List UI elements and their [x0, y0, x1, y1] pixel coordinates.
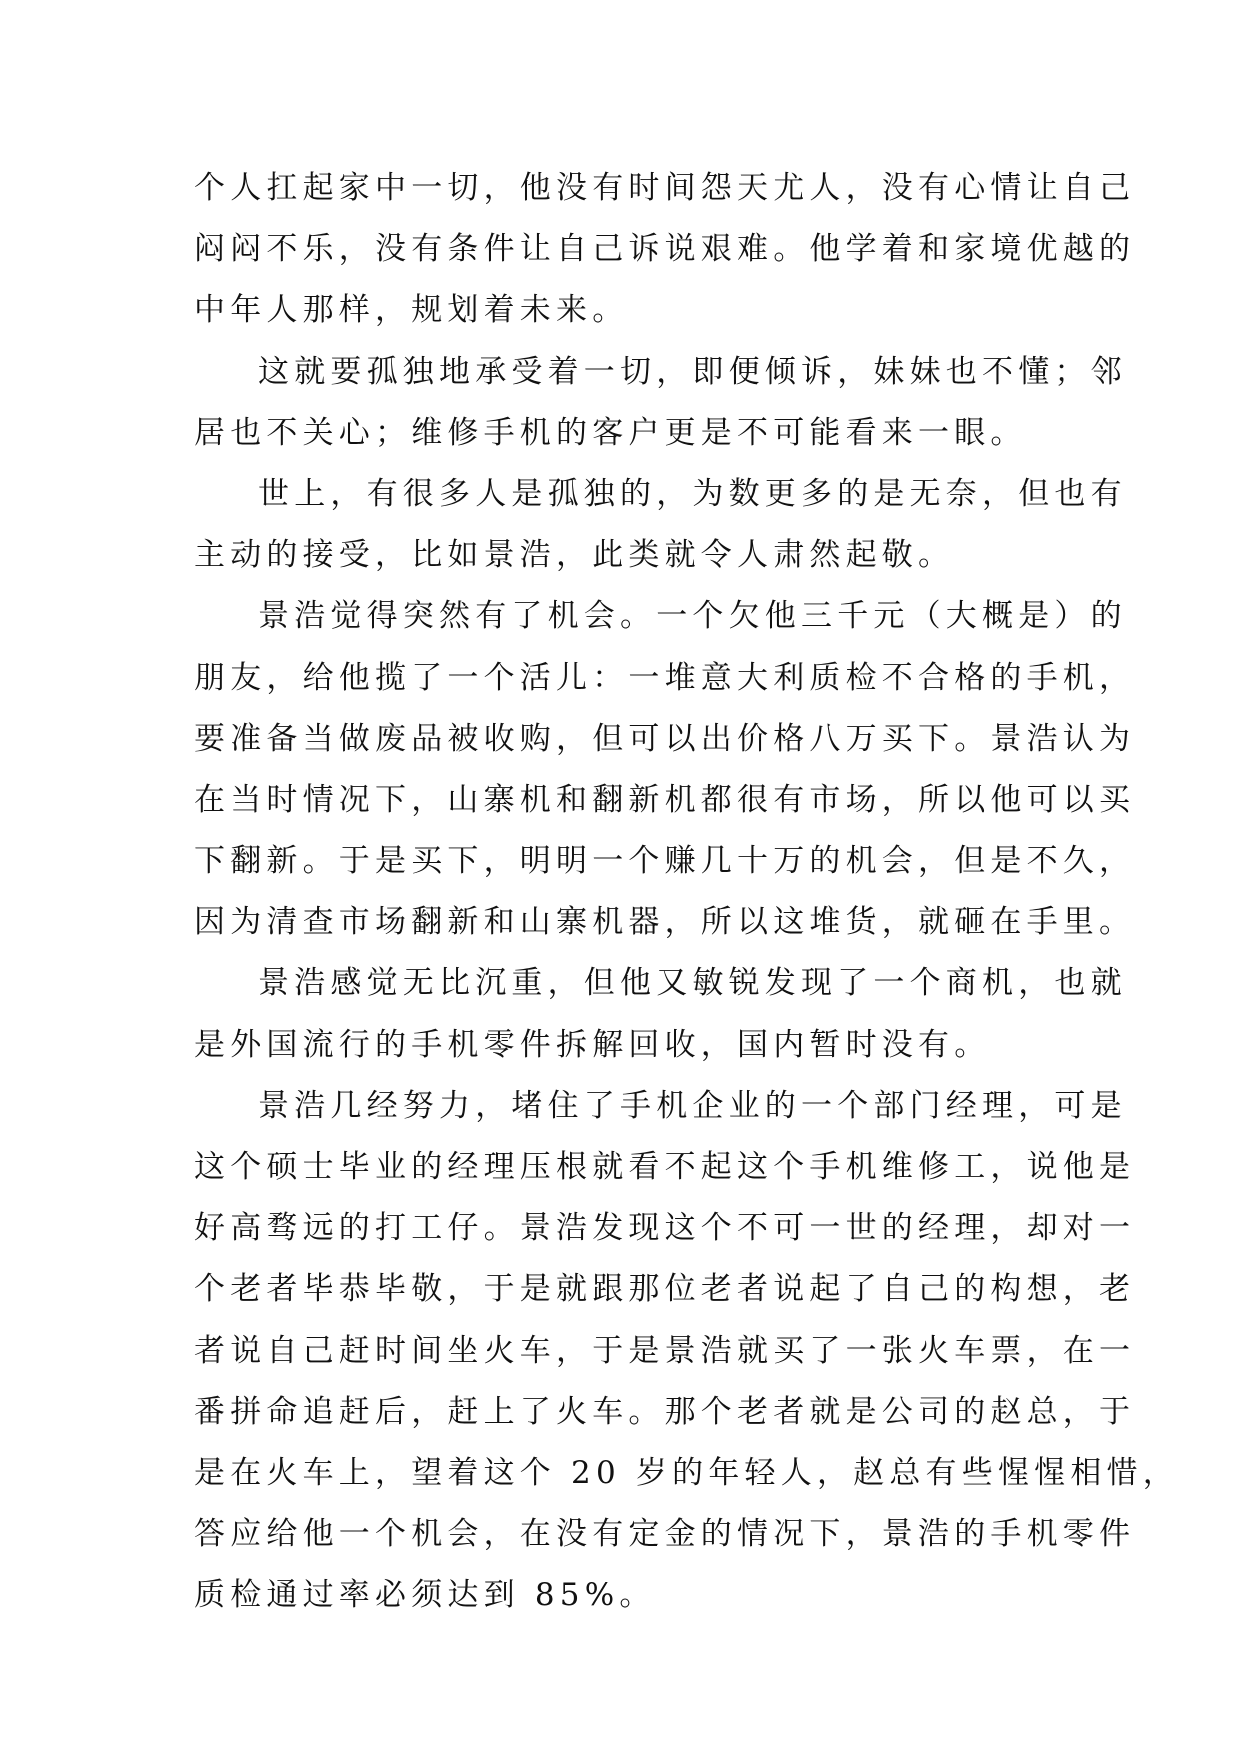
text-line: 好高骛远的打工仔。景浩发现这个不可一世的经理，却对一 [194, 1210, 1136, 1247]
text-line: 朋友，给他揽了一个活儿：一堆意大利质检不合格的手机， [194, 659, 1136, 696]
paragraph-first-line: 景浩觉得突然有了机会。一个欠他三千元（大概是）的 [258, 598, 1127, 635]
text-line: 因为清查市场翻新和山寨机器，所以这堆货，就砸在手里。 [194, 904, 1136, 941]
text-line: 个老者毕恭毕敬，于是就跟那位老者说起了自己的构想，老 [194, 1271, 1136, 1308]
text-line: 中年人那样，规划着未来。 [194, 292, 629, 329]
paragraph-first-line: 世上，有很多人是孤独的，为数更多的是无奈，但也有 [258, 475, 1127, 512]
text-line: 是在火车上，望着这个 20 岁的年轻人，赵总有些惺惺相惜， [194, 1454, 1179, 1491]
body-text [194, 158, 1179, 1627]
text-line: 在当时情况下，山寨机和翻新机都很有市场，所以他可以买 [194, 781, 1136, 818]
text-line: 质检通过率必须达到 85%。 [194, 1577, 656, 1614]
text-line: 是外国流行的手机零件拆解回收，国内暂时没有。 [194, 1026, 991, 1063]
text-line: 闷闷不乐，没有条件让自己诉说艰难。他学着和家境优越的 [194, 231, 1136, 268]
paragraph-first-line: 这就要孤独地承受着一切，即便倾诉，妹妹也不懂；邻 [258, 353, 1127, 390]
text-line: 居也不关心；维修手机的客户更是不可能看来一眼。 [194, 414, 1027, 451]
paragraph-first-line: 景浩感觉无比沉重，但他又敏锐发现了一个商机，也就 [258, 965, 1127, 1002]
text-line: 番拼命追赶后，赶上了火车。那个老者就是公司的赵总，于 [194, 1393, 1136, 1430]
text-line: 这个硕士毕业的经理压根就看不起这个手机维修工，说他是 [194, 1149, 1136, 1185]
text-line: 者说自己赶时间坐火车，于是景浩就买了一张火车票，在一 [194, 1332, 1136, 1369]
text-line: 要准备当做废品被收购，但可以出价格八万买下。景浩认为 [194, 720, 1136, 757]
text-line: 主动的接受，比如景浩，此类就令人肃然起敬。 [194, 537, 955, 574]
text-line: 下翻新。于是买下，明明一个赚几十万的机会，但是不久， [194, 843, 1136, 880]
text-line: 答应给他一个机会，在没有定金的情况下，景浩的手机零件 [194, 1516, 1136, 1553]
paragraph-first-line: 景浩几经努力，堵住了手机企业的一个部门经理，可是 [258, 1087, 1127, 1124]
text-line: 个人扛起家中一切，他没有时间怨天尤人，没有心情让自己 [194, 170, 1136, 206]
